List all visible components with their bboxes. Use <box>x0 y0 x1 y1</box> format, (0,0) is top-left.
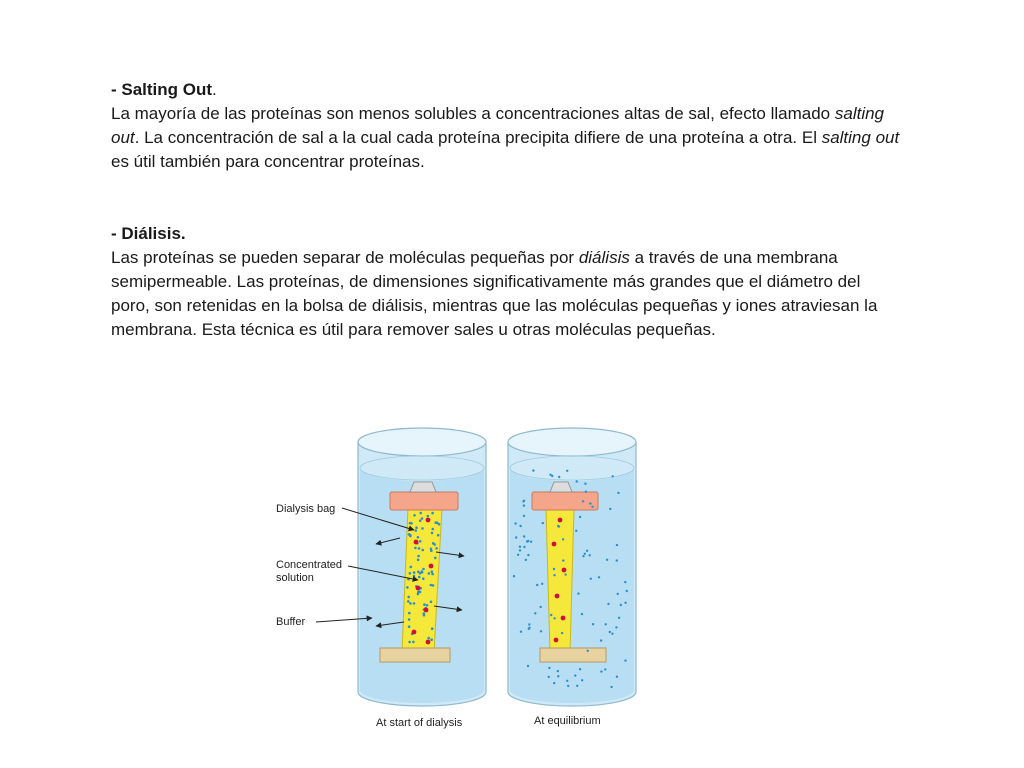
small-molecule-dot <box>527 665 529 667</box>
small-molecule-dot <box>542 522 544 524</box>
small-molecule-dot <box>421 527 424 530</box>
salting-out-paragraph <box>111 102 901 174</box>
small-molecule-dot <box>409 602 412 605</box>
small-molecule-dot <box>566 470 568 472</box>
small-molecule-dot <box>617 492 619 494</box>
small-molecule-dot <box>532 469 534 471</box>
small-molecule-dot <box>626 590 628 592</box>
small-molecule-dot <box>527 554 529 556</box>
small-molecule-dot <box>591 506 593 508</box>
small-molecule-dot <box>519 525 521 527</box>
small-molecule-dot <box>576 685 578 687</box>
right-rim <box>508 428 636 456</box>
small-molecule-dot <box>426 604 429 607</box>
small-molecule-dot <box>609 631 611 633</box>
small-molecule-dot <box>582 500 584 502</box>
small-molecule-dot <box>589 554 591 556</box>
caption-start: At start of dialysis <box>376 717 463 729</box>
protein-dot <box>414 540 419 545</box>
protein-dot <box>554 638 559 643</box>
small-molecule-dot <box>615 626 617 628</box>
small-molecule-dot <box>422 577 425 580</box>
small-molecule-dot <box>606 559 608 561</box>
small-molecule-dot <box>581 679 583 681</box>
small-molecule-dot <box>410 522 413 525</box>
small-molecule-dot <box>431 512 434 515</box>
small-molecule-dot <box>598 576 600 578</box>
salting-out-heading-tail: . <box>212 80 217 99</box>
small-molecule-dot <box>536 584 538 586</box>
small-molecule-dot <box>553 682 555 684</box>
small-molecule-dot <box>412 641 415 644</box>
left-rim <box>358 428 486 456</box>
small-molecule-dot <box>408 612 411 615</box>
small-molecule-dot <box>407 600 410 603</box>
protein-dot <box>424 608 429 613</box>
small-molecule-dot <box>419 540 422 543</box>
salting-out-heading <box>111 78 901 102</box>
dialisis-text-2: a través de una membrana semipermeable. Las proteínas, de dimensiones significativamente más grandes que el diámetro del poro, son retenidas en la bolsa de diálisis, mientras que las moléculas pequeñas y iones atraviesan la membrana. Esta técnica es útil para remover sales u otras moléculas pequeñas. <box>111 248 878 339</box>
small-molecule-dot <box>587 650 589 652</box>
small-molecule-dot <box>566 680 568 682</box>
label-dialysis-bag: Dialysis bag <box>276 503 336 515</box>
small-molecule-dot <box>624 602 626 604</box>
small-molecule-dot <box>582 555 584 557</box>
small-molecule-dot <box>432 584 435 587</box>
small-molecule-dot <box>616 676 618 678</box>
small-molecule-dot <box>618 617 620 619</box>
small-molecule-dot <box>624 659 626 661</box>
small-molecule-dot <box>551 475 553 477</box>
small-molecule-dot <box>406 586 409 589</box>
protein-dot <box>429 564 434 569</box>
small-molecule-dot <box>408 618 411 621</box>
small-molecule-dot <box>612 475 614 477</box>
small-molecule-dot <box>419 591 422 594</box>
small-molecule-dot <box>428 572 431 575</box>
label-concentrated-1: Concentrated <box>276 559 343 571</box>
protein-dot <box>552 542 557 547</box>
small-molecule-dot <box>607 603 609 605</box>
small-molecule-dot <box>562 559 564 561</box>
salting-out-text-1: La mayoría de las proteínas son menos solubles a concentraciones altas de sal, efecto llamado <box>111 104 835 123</box>
right-bag-knot <box>550 482 572 492</box>
beaker-start <box>358 428 486 706</box>
small-molecule-dot <box>605 623 607 625</box>
small-molecule-dot <box>616 559 618 561</box>
small-molecule-dot <box>600 670 602 672</box>
protein-dot <box>555 594 560 599</box>
small-molecule-dot <box>520 631 522 633</box>
small-molecule-dot <box>519 546 521 548</box>
left-bottom-clamp <box>380 648 450 662</box>
small-molecule-dot <box>579 516 581 518</box>
small-molecule-dot <box>586 550 588 552</box>
small-molecule-dot <box>579 668 581 670</box>
small-molecule-dot <box>523 535 525 537</box>
small-molecule-dot <box>561 632 563 634</box>
protein-dot <box>562 568 567 573</box>
dialisis-text-1: Las proteínas se pueden separar de moléculas pequeñas por <box>111 248 579 267</box>
small-molecule-dot <box>417 536 420 539</box>
small-molecule-dot <box>523 504 525 506</box>
small-molecule-dot <box>624 581 626 583</box>
small-molecule-dot <box>557 675 559 677</box>
small-molecule-dot <box>519 549 521 551</box>
small-molecule-dot <box>567 685 569 687</box>
label-concentrated-2: solution <box>276 572 314 584</box>
dialisis-heading: - Diálisis. <box>111 224 186 243</box>
small-molecule-dot <box>523 515 525 517</box>
small-molecule-dot <box>438 523 441 526</box>
small-molecule-dot <box>413 571 416 574</box>
small-molecule-dot <box>513 575 515 577</box>
small-molecule-dot <box>517 554 519 556</box>
small-molecule-dot <box>415 526 418 529</box>
small-molecule-dot <box>553 574 555 576</box>
small-molecule-dot <box>423 612 426 615</box>
small-molecule-dot <box>557 670 559 672</box>
small-molecule-dot <box>407 596 410 599</box>
small-molecule-dot <box>590 578 592 580</box>
salting-out-text-2: . La concentración de sal a la cual cada proteína precipita difiere de una proteína a otra. El <box>134 128 822 147</box>
small-molecule-dot <box>432 528 435 531</box>
small-molecule-dot <box>427 515 430 518</box>
small-molecule-dot <box>617 593 619 595</box>
small-molecule-dot <box>432 542 435 545</box>
small-molecule-dot <box>410 566 413 569</box>
small-molecule-dot <box>604 668 606 670</box>
small-molecule-dot <box>540 606 542 608</box>
protein-dot <box>426 640 431 645</box>
small-molecule-dot <box>522 500 524 502</box>
small-molecule-dot <box>421 549 424 552</box>
small-molecule-dot <box>515 536 517 538</box>
small-molecule-dot <box>418 547 421 550</box>
right-top-clamp <box>532 492 598 510</box>
small-molecule-dot <box>553 617 555 619</box>
salting-out-text-3: es útil también para concentrar proteínas. <box>111 152 425 171</box>
small-molecule-dot <box>548 667 550 669</box>
small-molecule-dot <box>430 638 433 641</box>
salting-out-section <box>111 78 901 174</box>
small-molecule-dot <box>525 559 527 561</box>
small-molecule-dot <box>592 623 594 625</box>
small-molecule-dot <box>437 534 440 537</box>
small-molecule-dot <box>611 633 613 635</box>
left-top-clamp <box>390 492 458 510</box>
small-molecule-dot <box>417 571 420 574</box>
small-molecule-dot <box>526 540 528 542</box>
protein-dot <box>558 518 563 523</box>
small-molecule-dot <box>431 627 434 630</box>
small-molecule-dot <box>584 553 586 555</box>
small-molecule-dot <box>530 541 532 543</box>
small-molecule-dot <box>576 480 578 482</box>
small-molecule-dot <box>600 639 602 641</box>
small-molecule-dot <box>413 575 416 578</box>
small-molecule-dot <box>610 686 612 688</box>
small-molecule-dot <box>417 559 420 562</box>
salting-out-term-1: salting out <box>111 104 885 147</box>
small-molecule-dot <box>562 538 564 540</box>
small-molecule-dot <box>589 502 591 504</box>
dialysis-figure <box>268 420 648 740</box>
small-molecule-dot <box>431 570 434 573</box>
small-molecule-dot <box>419 519 422 522</box>
small-molecule-dot <box>414 547 417 550</box>
right-bottom-clamp <box>540 648 606 662</box>
small-molecule-dot <box>577 592 579 594</box>
small-molecule-dot <box>423 603 426 606</box>
small-molecule-dot <box>620 604 622 606</box>
small-molecule-dot <box>408 625 411 628</box>
beaker-equilibrium <box>508 428 636 706</box>
small-molecule-dot <box>585 491 587 493</box>
small-molecule-dot <box>418 576 421 579</box>
small-molecule-dot <box>534 612 536 614</box>
salting-out-term-2: salting out <box>821 128 900 147</box>
small-molecule-dot <box>528 623 530 625</box>
small-molecule-dot <box>581 613 583 615</box>
small-molecule-dot <box>616 544 618 546</box>
left-bag-knot <box>410 482 436 492</box>
small-molecule-dot <box>421 517 424 520</box>
small-molecule-dot <box>434 557 437 560</box>
small-molecule-dot <box>417 593 420 596</box>
dialisis-paragraph <box>111 246 901 342</box>
protein-dot <box>412 630 417 635</box>
small-molecule-dot <box>427 637 430 640</box>
small-molecule-dot <box>430 584 433 587</box>
small-molecule-dot <box>609 508 611 510</box>
small-molecule-dot <box>435 547 438 550</box>
caption-equilibrium: At equilibrium <box>534 715 601 727</box>
small-molecule-dot <box>557 525 559 527</box>
small-molecule-dot <box>584 483 586 485</box>
small-molecule-dot <box>419 512 422 515</box>
protein-dot <box>416 586 421 591</box>
small-molecule-dot <box>564 573 566 575</box>
small-molecule-dot <box>422 568 425 571</box>
protein-dot <box>426 518 431 523</box>
small-molecule-dot <box>548 676 550 678</box>
small-molecule-dot <box>431 532 434 535</box>
protein-dot <box>561 616 566 621</box>
small-molecule-dot <box>408 533 411 536</box>
small-molecule-dot <box>540 630 542 632</box>
small-molecule-dot <box>550 614 552 616</box>
salting-out-heading-text: - Salting Out <box>111 80 213 99</box>
dialisis-section <box>111 222 901 342</box>
small-molecule-dot <box>417 555 420 558</box>
small-molecule-dot <box>575 530 577 532</box>
small-molecule-dot <box>431 573 434 576</box>
small-molecule-dot <box>408 641 411 644</box>
small-molecule-dot <box>558 476 560 478</box>
dialisis-term: diálisis <box>578 248 630 267</box>
small-molecule-dot <box>430 548 433 551</box>
small-molecule-dot <box>415 529 418 532</box>
small-molecule-dot <box>430 601 433 604</box>
small-molecule-dot <box>541 583 543 585</box>
small-molecule-dot <box>413 514 416 517</box>
small-molecule-dot <box>528 627 530 629</box>
right-dialysis-bag <box>546 508 574 652</box>
small-molecule-dot <box>574 674 576 676</box>
small-molecule-dot <box>409 572 412 575</box>
small-molecule-dot <box>413 602 416 605</box>
small-molecule-dot <box>523 546 525 548</box>
small-molecule-dot <box>553 568 555 570</box>
small-molecule-dot <box>514 522 516 524</box>
label-buffer: Buffer <box>276 616 306 628</box>
small-molecule-dot <box>435 521 438 524</box>
